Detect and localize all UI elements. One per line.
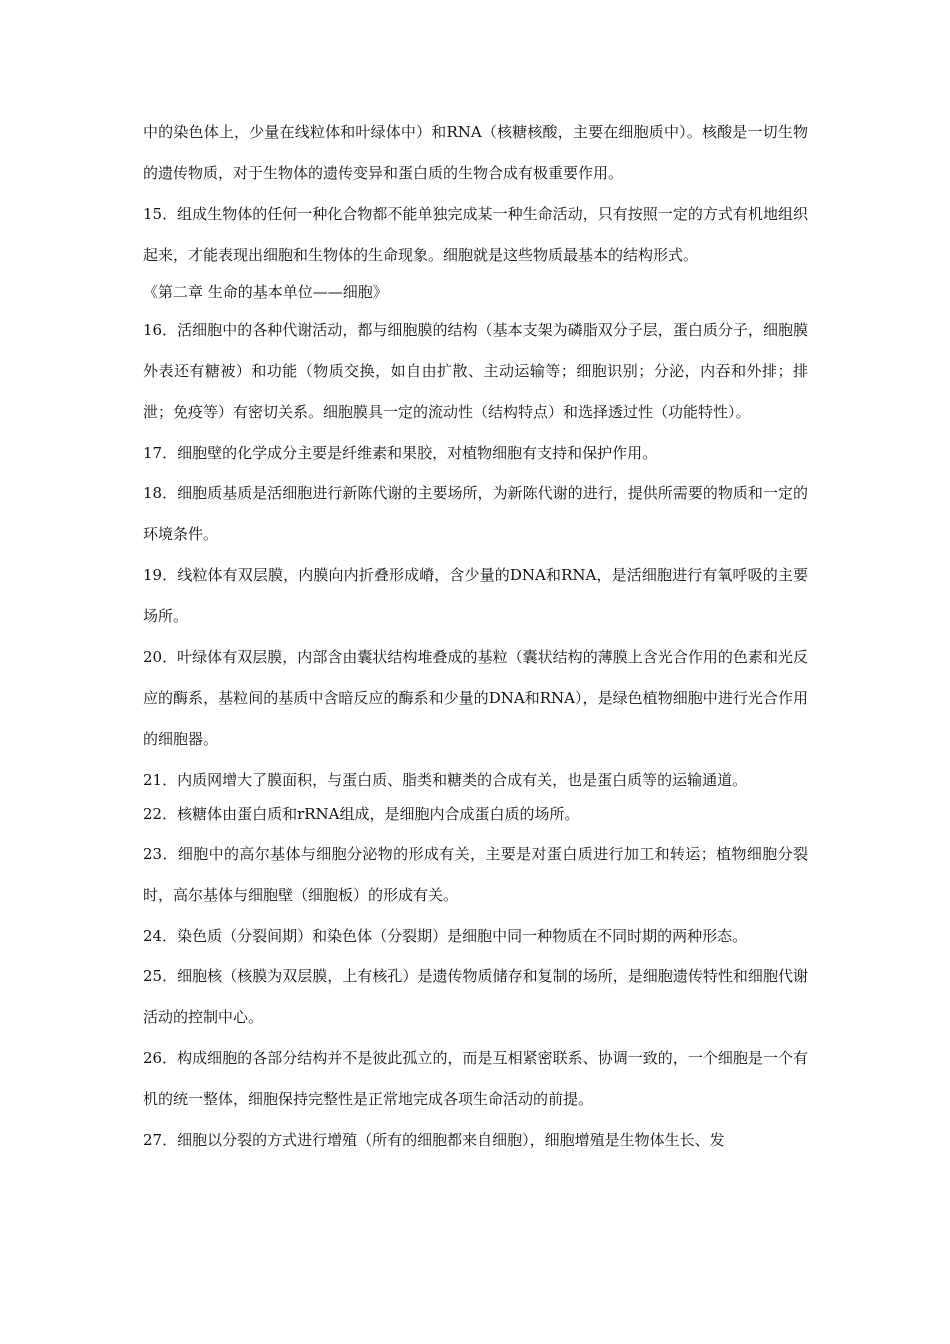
paragraph-27: 27．细胞以分裂的方式进行增殖（所有的细胞都来自细胞），细胞增殖是生物体生长、发	[143, 1131, 725, 1149]
paragraph-15: 15．组成生物体的任何一种化合物都不能单独完成某一种生命活动，只有按照一定的方式有机地组织起来，才能表现出细胞和生物体的生命现象。细胞就是这些物质最基本的结构形式。	[143, 205, 808, 264]
paragraph-25: 25．细胞核（核膜为双层膜，上有核孔）是遗传物质储存和复制的场所，是细胞遗传特性和细胞代谢活动的控制中心。	[143, 967, 808, 1026]
paragraph-22: 22．核糖体由蛋白质和rRNA组成，是细胞内合成蛋白质的场所。	[143, 805, 580, 823]
paragraph-17: 17．细胞壁的化学成分主要是纤维素和果胶，对植物细胞有支持和保护作用。	[143, 444, 658, 462]
paragraph-20: 20．叶绿体有双层膜，内部含由囊状结构堆叠成的基粒（囊状结构的薄膜上含光合作用的色素和光反应的酶系，基粒间的基质中含暗反应的酶系和少量的DNA和RNA），是绿色植物细胞中进行光合作用的细胞器。	[143, 648, 808, 748]
paragraph-18: 18．细胞质基质是活细胞进行新陈代谢的主要场所，为新陈代谢的进行，提供所需要的物质和一定的环境条件。	[143, 484, 808, 543]
paragraph-21: 21．内质网增大了膜面积，与蛋白质、脂类和糖类的合成有关，也是蛋白质等的运输通道。	[143, 771, 748, 789]
document-body	[143, 112, 808, 1161]
paragraph-23: 23．细胞中的高尔基体与细胞分泌物的形成有关，主要是对蛋白质进行加工和转运；植物细胞分裂时，高尔基体与细胞壁（细胞板）的形成有关。	[143, 845, 808, 904]
paragraph-19: 19．线粒体有双层膜，内膜向内折叠形成嵴，含少量的DNA和RNA，是活细胞进行有氧呼吸的主要场所。	[143, 566, 808, 625]
paragraph-14-continued: 中的染色体上，少量在线粒体和叶绿体中）和RNA（核糖核酸，主要在细胞质中）。核酸是一切生物的遗传物质，对于生物体的遗传变异和蛋白质的生物合成有极重要作用。	[143, 123, 808, 182]
paragraph-24: 24．染色质（分裂间期）和染色体（分裂期）是细胞中同一种物质在不同时期的两种形态。	[143, 927, 748, 945]
paragraph-26: 26．构成细胞的各部分结构并不是彼此孤立的，而是互相紧密联系、协调一致的，一个细胞是一个有机的统一整体，细胞保持完整性是正常地完成各项生命活动的前提。	[143, 1049, 808, 1108]
chapter-heading: 《第二章 生命的基本单位——细胞》	[143, 283, 388, 301]
paragraph-16: 16．活细胞中的各种代谢活动，都与细胞膜的结构（基本支架为磷脂双分子层，蛋白质分子，细胞膜外表还有糖被）和功能（物质交换，如自由扩散、主动运输等；细胞识别；分泌，内吞和外排；排泄；免疫等）有密切关系。细胞膜具一定的流动性（结构特点）和选择透过性（功能特性）。	[143, 321, 808, 421]
